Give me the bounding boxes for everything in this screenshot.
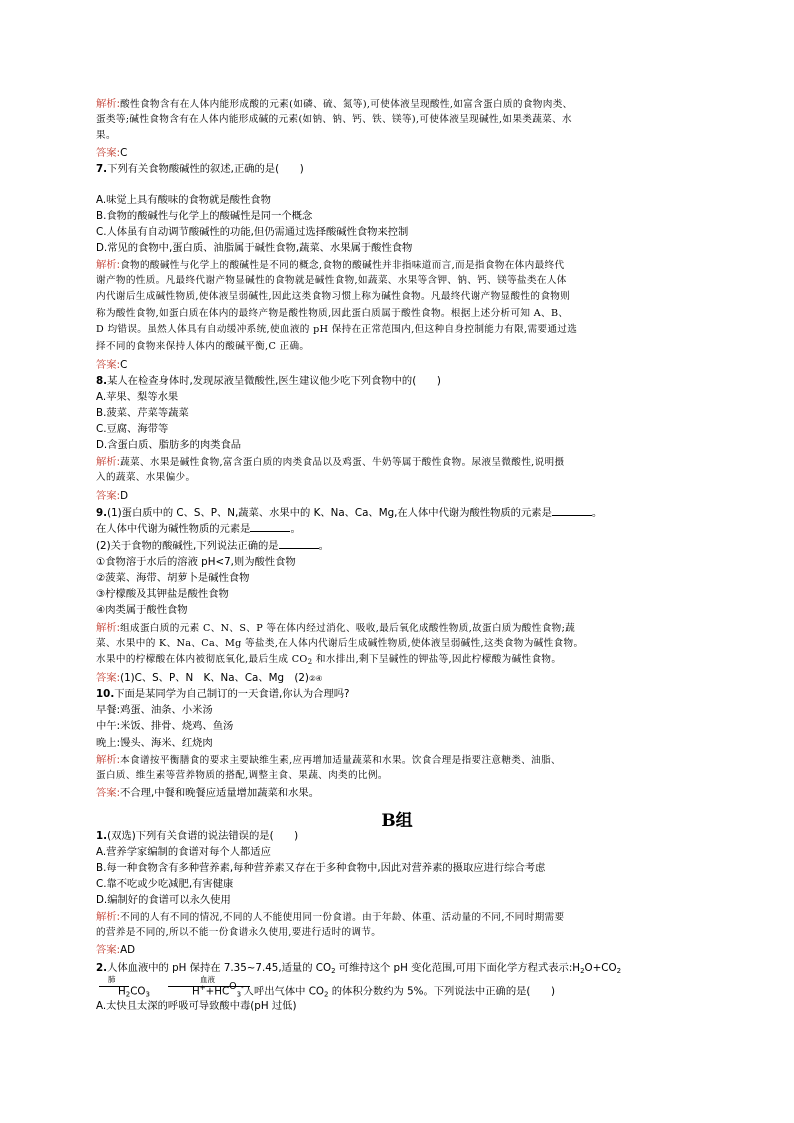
punct: 。 <box>591 507 603 519</box>
explanation-label: 解析: <box>96 98 121 110</box>
answer-label: 答案: <box>96 672 121 684</box>
question-text: 下列有关食物酸碱性的叙述,正确的是( ) <box>107 163 304 175</box>
subscript: 3 <box>236 990 242 999</box>
explanation-label: 解析: <box>96 259 121 271</box>
answer-line <box>96 786 319 800</box>
question-text: O+CO <box>584 962 617 974</box>
option-b: B.食物的酸碱性与化学上的酸碱性是同一个概念 <box>96 210 313 222</box>
question-text: (双选)下列有关食谱的说法错误的是( ) <box>107 830 299 842</box>
answer-text: AD <box>120 944 136 956</box>
statement-3: ③柠檬酸及其钾盐是酸性食物 <box>96 588 229 600</box>
menu-lunch: 中午:米饭、排骨、烧鸡、鱼汤 <box>96 720 234 732</box>
answer-line <box>96 146 127 160</box>
answer-text: C <box>120 147 128 159</box>
explanation-text: 蔬菜、水果是碱性食物,富含蛋白质的肉类食品以及鸡蛋、牛奶等属于酸性食物。尿液呈微酸性,说明摄 <box>120 457 565 468</box>
option-a: A.太快且太深的呼吸可导致酸中毒(pH 过低) <box>96 1000 297 1012</box>
superscript: - <box>241 984 244 992</box>
question-text: 可维持这个 pH 变化范围,可用下面化学方程式表示:H <box>335 962 581 974</box>
punct: 。 <box>290 523 301 535</box>
answer-text: D <box>120 490 129 502</box>
arrow-label-lung: 肺 <box>108 975 116 984</box>
explanation-line <box>96 129 116 143</box>
fill-blank[interactable] <box>552 506 592 516</box>
explanation-label: 解析: <box>96 911 121 923</box>
explanation-label: 解析: <box>96 456 121 468</box>
explanation-line <box>96 621 575 636</box>
answer-line <box>96 358 127 372</box>
formula: H <box>191 985 200 998</box>
question-9-part2 <box>96 539 329 553</box>
punct: 。 <box>318 540 329 552</box>
question-10-stem <box>96 687 350 701</box>
question-text: 人呼出气体中 CO <box>243 985 325 998</box>
formula: H <box>118 985 126 998</box>
subscript: 2 <box>307 658 313 666</box>
explanation-line: 蛋白质、维生素等营养物质的搭配,调整主食、果蔬、肉类的比例。 <box>96 770 388 781</box>
question-9-part1b <box>96 522 301 536</box>
explanation-line: 菜、水果中的 K、Na、Ca、Mg 等盐类,在人体内代谢后生成碱性物质,使体液呈弱碱性,这类食物为碱性食物。 <box>96 638 584 649</box>
question-number: 9. <box>96 507 108 519</box>
explanation-line: 称为酸性食物,如蛋白质在体内的最终产物是酸性物质,因此蛋白质属于酸性食物。根据上述分析可知 A、B、 <box>96 308 569 319</box>
answer-text: (1)C、S、P、N K、Na、Ca、Mg (2) <box>120 672 309 684</box>
explanation-line: 择不同的食物来保持人体内的酸碱平衡,C 正确。 <box>96 341 310 352</box>
statement-1: ①食物溶于水后的溶液 pH<7,则为酸性食物 <box>96 556 296 568</box>
explanation-text: 和水排出,剩下呈碱性的钾盐等,因此柠檬酸为碱性食物。 <box>312 654 562 665</box>
option-d: D.含蛋白质、脂肪多的肉类食品 <box>96 439 242 451</box>
explanation-line <box>96 113 572 127</box>
option-b: B.菠菜、芹菜等蔬菜 <box>96 407 189 419</box>
answer-line <box>96 671 322 686</box>
question-number: 10. <box>96 688 115 700</box>
explanation-line <box>96 455 564 470</box>
question-text: (2)关于食物的酸碱性,下列说法正确的是 <box>96 540 279 552</box>
option-d: D.编制好的食谱可以永久使用 <box>96 894 231 906</box>
question-text: 某人在检查身体时,发现尿液呈微酸性,医生建议他少吃下列食物中的( ) <box>107 375 441 387</box>
question-7-stem <box>96 162 304 176</box>
statement-2: ②菠菜、海带、胡萝卜是碱性食物 <box>96 572 250 584</box>
superscript: + <box>199 984 206 992</box>
subscript: 2 <box>331 967 336 975</box>
question-8-stem <box>96 374 441 388</box>
explanation-text: 酸性食物含有在人体内能形成酸的元素(如磷、硫、氮等),可使体液呈现酸性,如富含蛋白质的食物肉类、 <box>120 99 573 110</box>
question-9-part1 <box>96 506 602 520</box>
option-a: A.苹果、梨等水果 <box>96 391 179 403</box>
answer-label: 答案: <box>96 944 121 956</box>
statement-4: ④肉类属于酸性食物 <box>96 604 188 616</box>
question-text: (1)蛋白质中的 C、S、P、N,蔬菜、水果中的 K、Na、Ca、Mg,在人体中代谢为酸性物质的元素是 <box>107 507 552 519</box>
option-a: A.营养学家编制的食谱对每个人都适应 <box>96 846 271 858</box>
formula: +HC <box>205 985 230 998</box>
subscript: 2 <box>616 967 622 975</box>
subscript: 3 <box>145 990 150 999</box>
option-c: C.靠不吃或少吃减肥,有害健康 <box>96 878 234 890</box>
answer-text: C <box>120 359 128 371</box>
explanation-text: 不同的人有不同的情况,不同的人不能使用同一份食谱。由于年龄、体重、活动量的不同,不同时期需要 <box>120 912 565 923</box>
question-number: 2. <box>96 962 108 974</box>
explanation-line <box>96 910 564 925</box>
question-text: 的体积分数约为 5%。下列说法中正确的是( ) <box>328 985 556 998</box>
arrow-label-blood: 血液 <box>200 975 215 984</box>
explanation-text: 食物的酸碱性与化学上的酸碱性是不同的概念,食物的酸碱性并非指味道而言,而是指食物在体内最终代 <box>120 260 565 271</box>
explanation-label: 解析: <box>96 622 121 634</box>
question-b2-stem <box>96 961 621 978</box>
question-number: 7. <box>96 163 108 175</box>
answer-line <box>96 943 135 957</box>
explanation-text: 水果中的柠檬酸在体内被彻底氧化,最后生成 CO <box>96 654 308 665</box>
formula: CO <box>130 985 146 998</box>
option-d: D.常见的食物中,蛋白质、油脂属于碱性食物,蔬菜、水果属于酸性食物 <box>96 242 413 254</box>
question-text: 下面是某同学为自己制订的一天食谱,你认为合理吗? <box>114 688 350 700</box>
option-c: C.豆腐、海带等 <box>96 423 169 435</box>
answer-label: 答案: <box>96 787 121 799</box>
explanation-line: 入的蔬菜、水果偏少。 <box>96 472 196 483</box>
option-c: C.人体虽有自动调节酸碱性的功能,但仍需通过选择酸碱性食物来控制 <box>96 226 409 238</box>
explanation-line: 内代谢后生成碱性物质,使体液呈弱碱性,因此这类食物习惯上称为碱性食物。凡最终代谢产物显酸性的食物则 <box>96 291 571 302</box>
explanation-line: 谢产物的性质。凡最终代谢产物显碱性的食物就是碱性食物,如蔬菜、水果等含钾、钠、钙、镁等盐类在人体 <box>96 275 567 286</box>
formula: O <box>229 981 237 993</box>
explanation-line <box>96 753 561 768</box>
option-b: B.每一种食物含有多种营养素,每种营养素又存在于多种食物中,因此对营养素的摄取应进行综合考虑 <box>96 862 546 874</box>
answer-line <box>96 489 128 503</box>
explanation-line <box>96 653 561 669</box>
explanation-line <box>96 258 564 273</box>
menu-dinner: 晚上:馒头、海米、红烧肉 <box>96 737 213 749</box>
section-heading: B组 <box>381 811 413 831</box>
subscript: 2 <box>324 990 329 999</box>
explanation-text: 本食谱按平衡膳食的要求主要缺维生素,应再增加适量蔬菜和水果。饮食合理是指要注意糖类、油脂、 <box>120 755 562 766</box>
answer-label: 答案: <box>96 359 121 371</box>
answer-text: 不合理,中餐和晚餐应适量增加蔬菜和水果。 <box>120 787 319 799</box>
question-b1-stem <box>96 829 298 843</box>
question-text: 人体血液中的 pH 保持在 7.35~7.45,适量的 CO <box>107 962 332 974</box>
explanation-line: D 均错误。虽然人体具有自动缓冲系统,使血液的 pH 保持在正常范围内,但这种自身控制能力有限,需要通过选 <box>96 324 578 335</box>
explanation-label: 解析: <box>96 754 121 766</box>
question-number: 1. <box>96 830 108 842</box>
question-text: 在人体中代谢为碱性物质的元素是 <box>96 523 251 535</box>
answer-label: 答案: <box>96 490 121 502</box>
explanation-line: 的营养是不同的,所以不能一份食谱永久使用,要进行适时的调节。 <box>96 927 382 938</box>
explanation-text: 蛋类等;碱性食物含有在人体内能形成碱的元素(如钠、钠、钙、铁、镁等),可使体液呈现碱性,如果类蔬菜、水 <box>96 114 572 125</box>
menu-breakfast: 早餐:鸡蛋、油条、小米汤 <box>96 704 213 716</box>
answer-label: 答案: <box>96 147 121 159</box>
subscript: 2 <box>580 967 585 975</box>
subscript: 2 <box>125 990 131 999</box>
explanation-text: 组成蛋白质的元素 C、N、S、P 等在体内经过消化、吸收,最后氧化成酸性物质,故蛋白质为酸性食物;蔬 <box>120 623 576 634</box>
explanation-line <box>96 97 573 112</box>
question-number: 8. <box>96 375 108 387</box>
option-a: A.味觉上具有酸味的食物就是酸性食物 <box>96 194 271 206</box>
answer-marks: ②④ <box>308 674 323 683</box>
explanation-text: 果。 <box>96 130 116 141</box>
fill-blank[interactable] <box>250 522 290 532</box>
fill-blank[interactable] <box>279 539 319 549</box>
